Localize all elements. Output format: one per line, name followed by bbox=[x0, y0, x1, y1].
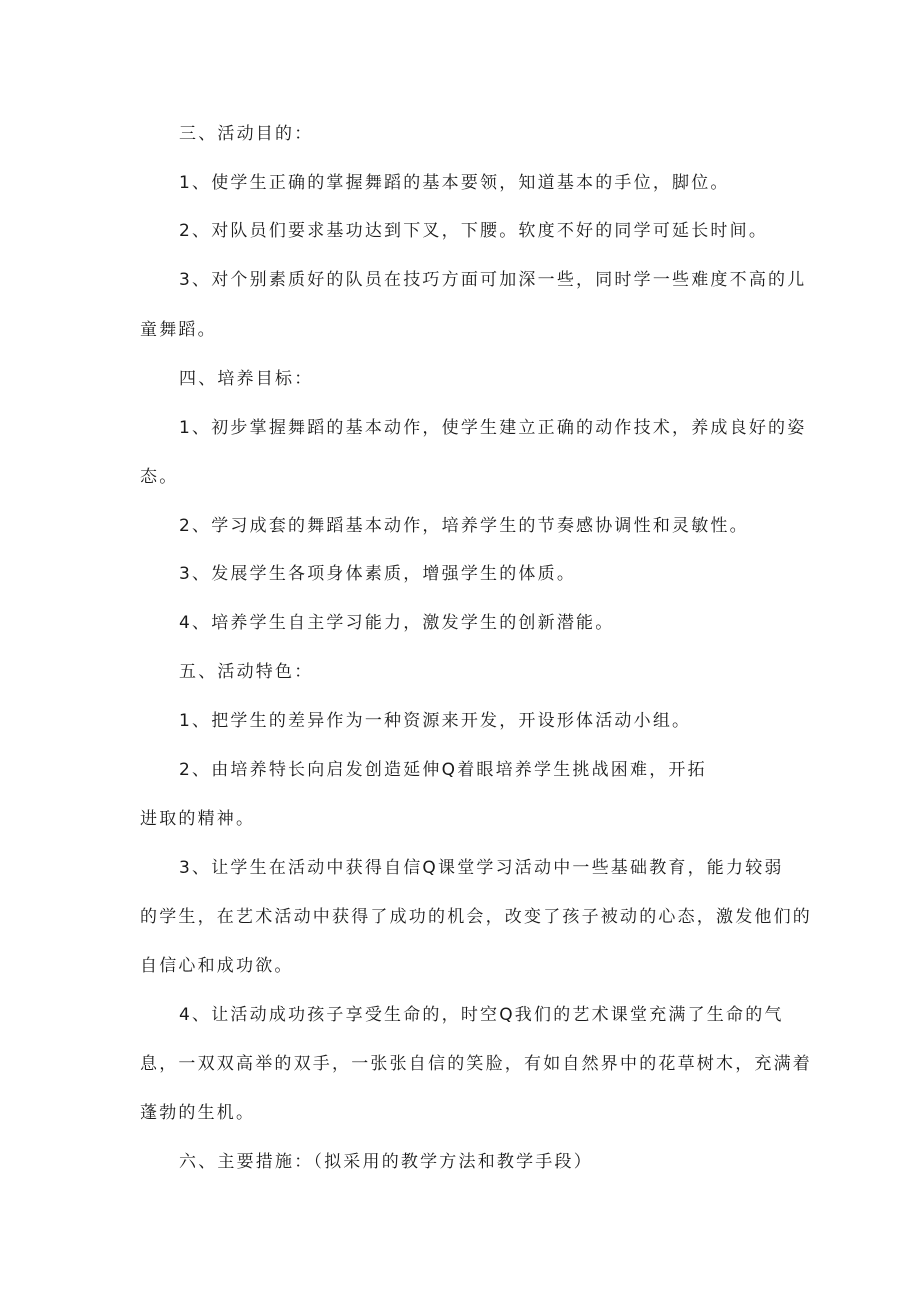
section-5-item-1: 1、把学生的差异作为一种资源来开发，开设形体活动小组。 bbox=[179, 711, 692, 731]
section-5-item-4: 4、让活动成功孩子享受生命的，时空Q我们的艺术课堂充满了生命的气 bbox=[179, 1005, 784, 1025]
section-5-item-4-cont-2: 蓬勃的生机。 bbox=[140, 1103, 256, 1123]
section-3-item-1: 1、使学生正确的掌握舞蹈的基本要领，知道基本的手位，脚位。 bbox=[179, 173, 730, 193]
section-6-heading: 六、主要措施：（拟采用的教学方法和教学手段） bbox=[179, 1152, 593, 1172]
section-5-item-3: 3、让学生在活动中获得自信Q课堂学习活动中一些基础教育，能力较弱 bbox=[179, 858, 784, 878]
section-4-item-1-cont: 态。 bbox=[140, 467, 179, 487]
section-3-item-3: 3、对个别素质好的队员在技巧方面可加深一些，同时学一些难度不高的儿 bbox=[179, 270, 807, 290]
section-5-item-3-cont-1: 的学生，在艺术活动中获得了成功的机会，改变了孩子被动的心态，激发他们的 bbox=[140, 907, 812, 927]
section-3-item-2: 2、对队员们要求基功达到下叉，下腰。软度不好的同学可延长时间。 bbox=[179, 221, 769, 241]
section-5-item-2: 2、由培养特长向启发创造延伸Q着眼培养学生挑战困难，开拓 bbox=[179, 760, 707, 780]
section-5-item-4-cont-1: 息，一双双高举的双手，一张张自信的笑脸，有如自然界中的花草树木，充满着 bbox=[140, 1054, 812, 1074]
section-4-item-2: 2、学习成套的舞蹈基本动作，培养学生的节奏感协调性和灵敏性。 bbox=[179, 516, 749, 536]
section-3-heading: 三、活动目的： bbox=[179, 124, 314, 144]
section-4-item-4: 4、培养学生自主学习能力，激发学生的创新潜能。 bbox=[179, 613, 615, 633]
section-4-item-1: 1、初步掌握舞蹈的基本动作，使学生建立正确的动作技术，养成良好的姿 bbox=[179, 418, 807, 438]
section-3-item-3-cont: 童舞蹈。 bbox=[140, 320, 217, 340]
section-5-heading: 五、活动特色： bbox=[179, 662, 314, 682]
section-5-item-2-cont: 进取的精神。 bbox=[140, 809, 256, 829]
section-5-item-3-cont-2: 自信心和成功欲。 bbox=[140, 956, 294, 976]
section-4-item-3: 3、发展学生各项身体素质，增强学生的体质。 bbox=[179, 564, 577, 584]
section-4-heading: 四、培养目标： bbox=[179, 369, 314, 389]
